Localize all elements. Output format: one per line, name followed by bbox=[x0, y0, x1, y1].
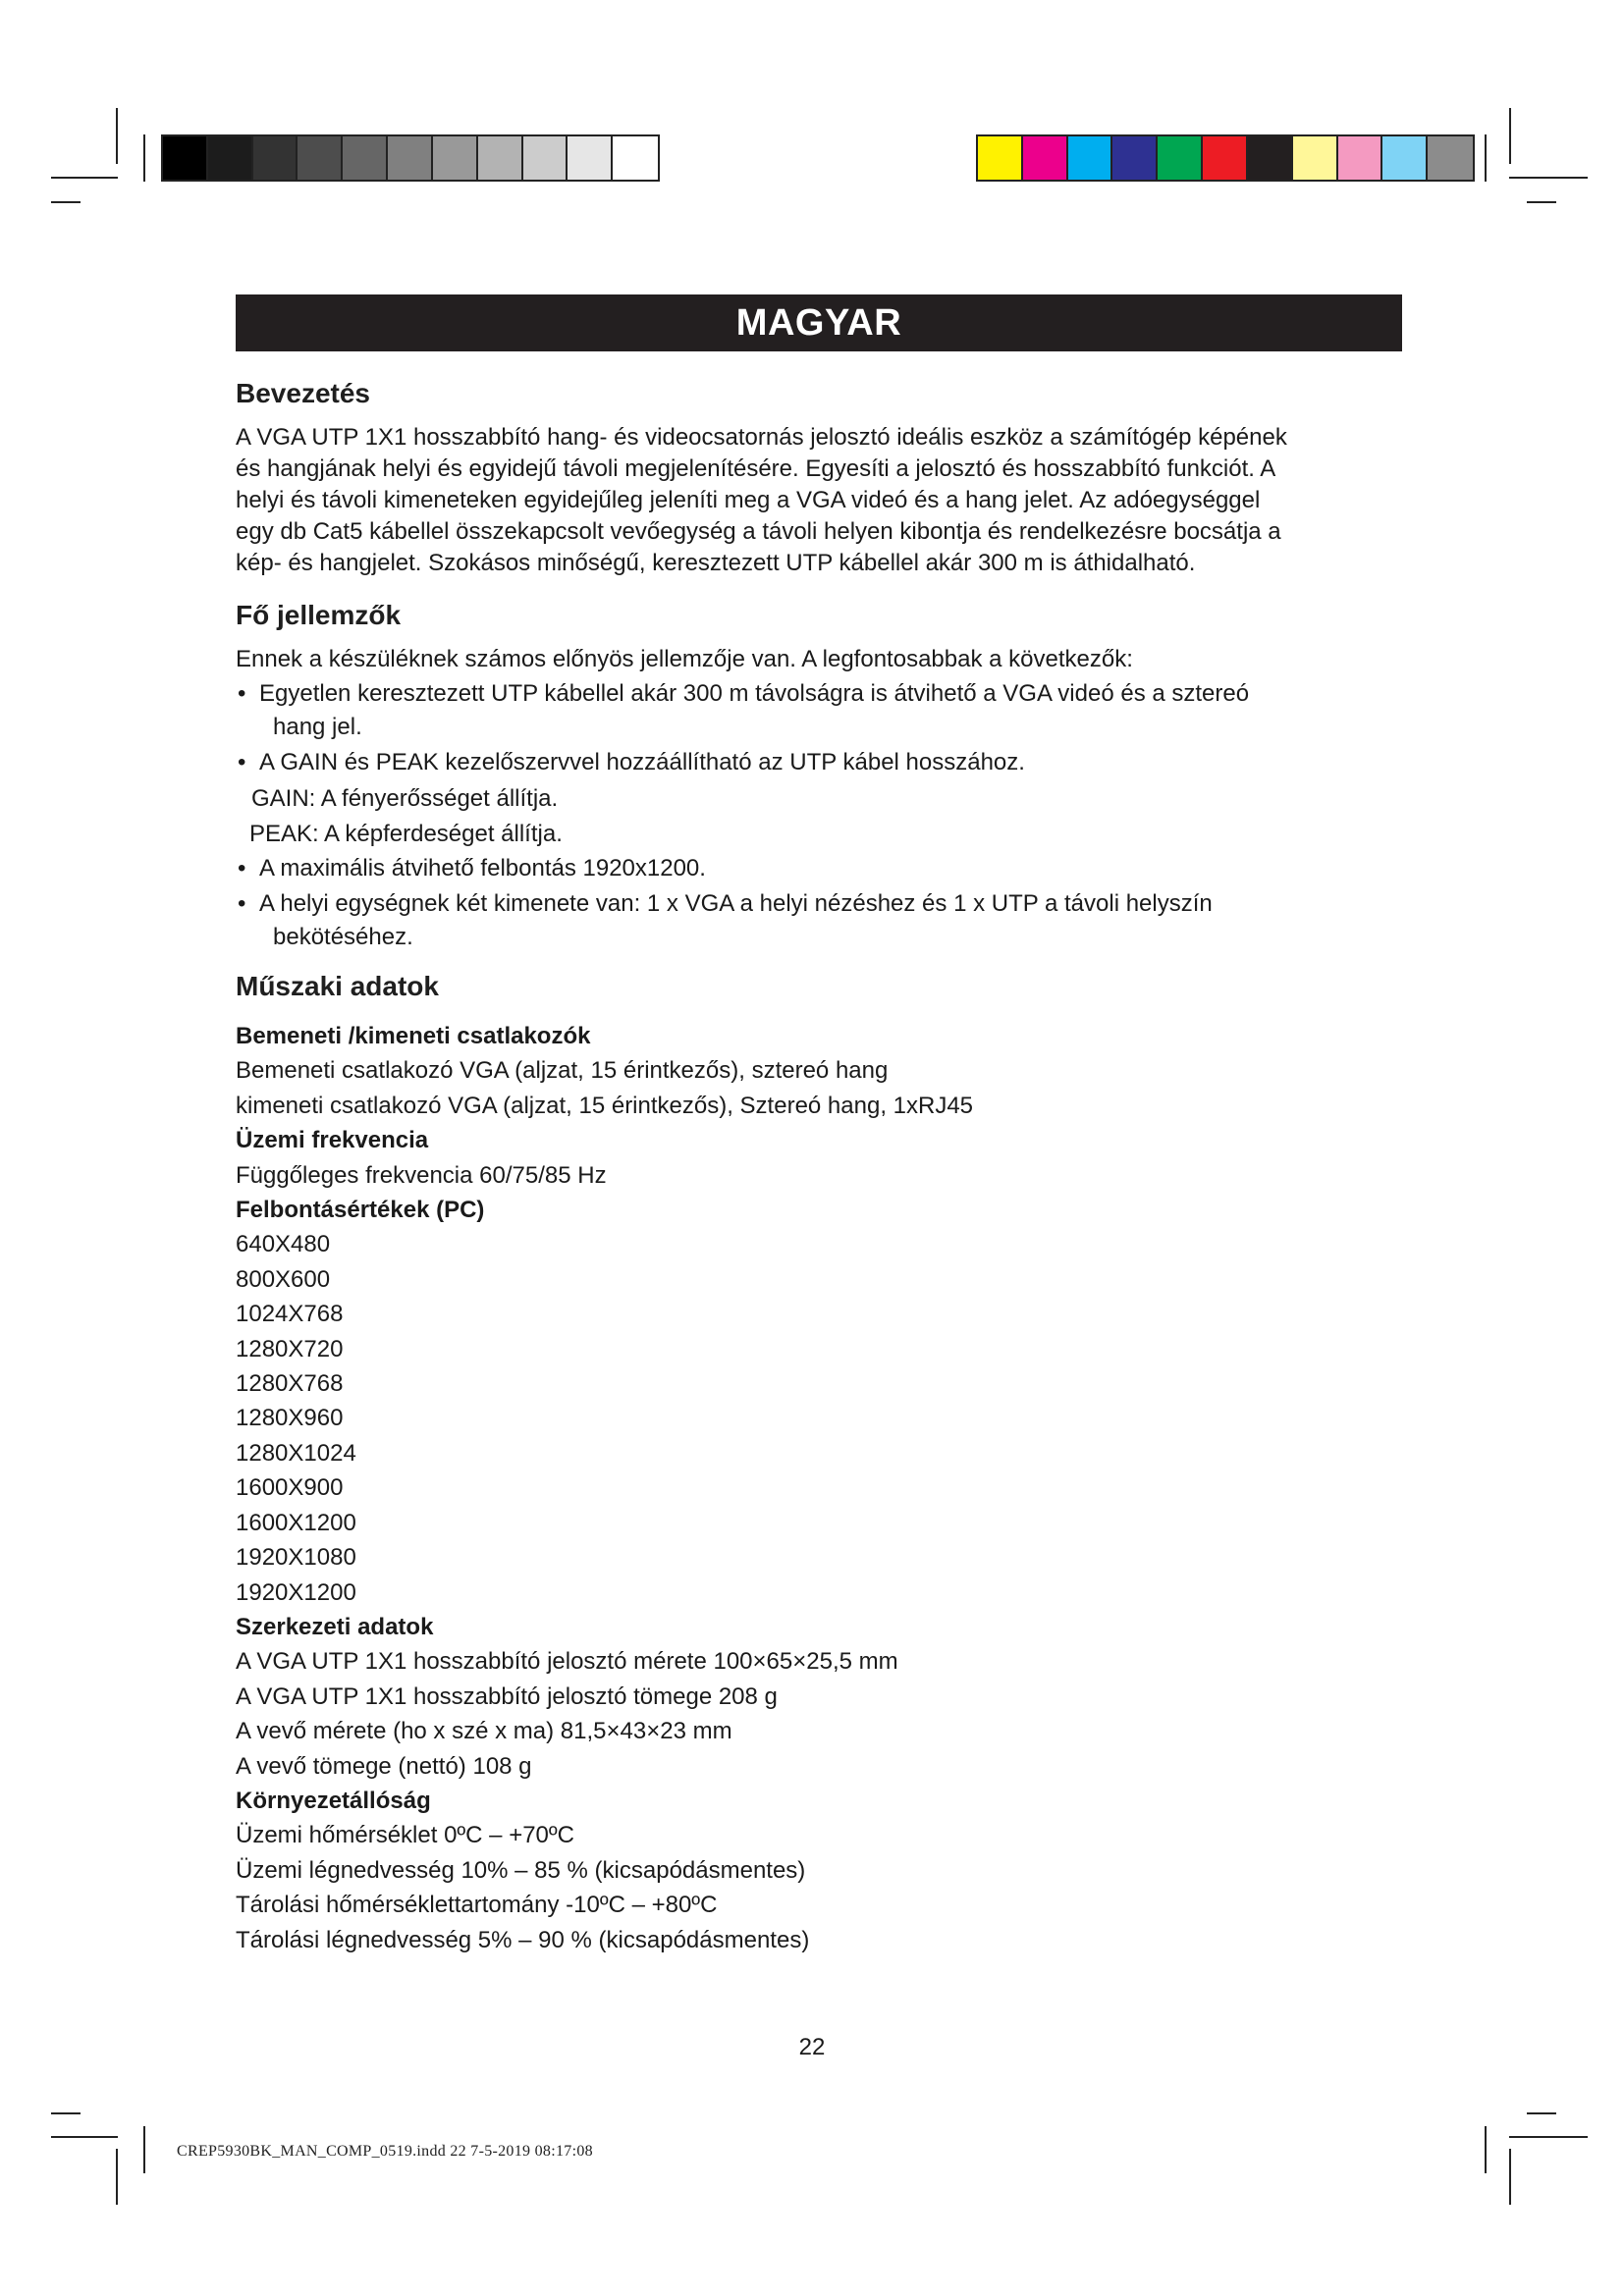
intro-line: és hangjának helyi és egyidejű távoli megjelenítésére. Egyesíti a jelosztó és hosszabbító funkciót. A bbox=[236, 455, 1276, 482]
color-swatch bbox=[343, 136, 388, 180]
bullet-icon: • bbox=[238, 890, 246, 917]
color-swatch bbox=[163, 136, 208, 180]
bullet-icon: • bbox=[238, 680, 246, 707]
intro-line: A VGA UTP 1X1 hosszabbító hang- és videocsatornás jelosztó ideális eszköz a számítógép képének bbox=[236, 424, 1287, 451]
crop-mark bbox=[116, 2149, 118, 2205]
feature-text: A helyi egységnek két kimenete van: 1 x VGA a helyi nézéshez és 1 x UTP a távoli helyszín bbox=[259, 890, 1213, 917]
crop-mark bbox=[51, 2112, 81, 2114]
color-swatch bbox=[1068, 136, 1113, 180]
color-swatch bbox=[478, 136, 523, 180]
resolution-item: 640X480 bbox=[236, 1231, 331, 1258]
grayscale-registration-bar bbox=[161, 134, 660, 182]
crop-mark bbox=[1509, 2136, 1588, 2138]
language-header: MAGYAR bbox=[236, 294, 1402, 351]
feature-text: A maximális átvihető felbontás 1920x1200. bbox=[259, 855, 706, 881]
color-swatch bbox=[433, 136, 478, 180]
io-title: Bemeneti /kimeneti csatlakozók bbox=[236, 1023, 591, 1049]
intro-paragraph bbox=[236, 422, 1414, 579]
feature-item bbox=[236, 887, 1414, 954]
color-swatch bbox=[1382, 136, 1428, 180]
spec-line: Üzemi légnedvesség 10% – 85 % (kicsapódásmentes) bbox=[236, 1856, 806, 1884]
color-swatch bbox=[1203, 136, 1248, 180]
resolution-item: 1280X720 bbox=[236, 1335, 344, 1362]
color-swatch bbox=[298, 136, 343, 180]
crop-mark bbox=[1485, 134, 1487, 182]
crop-mark bbox=[1509, 108, 1511, 164]
spec-line: A VGA UTP 1X1 hosszabbító jelosztó tömege 208 g bbox=[236, 1682, 778, 1710]
resolution-item: 800X600 bbox=[236, 1265, 331, 1293]
crop-mark bbox=[1509, 2149, 1511, 2205]
resolution-item: 1600X900 bbox=[236, 1474, 344, 1502]
crop-mark bbox=[143, 134, 145, 182]
feature-item bbox=[236, 852, 1414, 885]
feature-text: Egyetlen keresztezett UTP kábellel akár 300 m távolságra is átvihető a VGA videó és a sztereó bbox=[259, 680, 1250, 707]
crop-mark bbox=[51, 201, 81, 203]
freq-title: Üzemi frekvencia bbox=[236, 1127, 429, 1154]
color-swatch bbox=[1248, 136, 1293, 180]
page-number: 22 bbox=[798, 2034, 826, 2060]
resolution-item: 1920X1200 bbox=[236, 1578, 356, 1606]
features-intro: Ennek a készüléknek számos előnyös jellemzője van. A legfontosabbak a következők: bbox=[236, 646, 1133, 672]
crop-mark bbox=[1527, 201, 1556, 203]
spec-line: Bemeneti csatlakozó VGA (aljzat, 15 érintkezős), sztereó hang bbox=[236, 1057, 889, 1085]
features-list bbox=[236, 677, 1414, 956]
res-title: Felbontásértékek (PC) bbox=[236, 1197, 485, 1224]
color-swatch bbox=[1338, 136, 1383, 180]
spec-line: Üzemi hőmérséklet 0ºC – +70ºC bbox=[236, 1822, 574, 1849]
crop-mark bbox=[1527, 2112, 1556, 2114]
intro-line: helyi és távoli kimeneteken egyidejűleg jeleníti meg a VGA videó és a hang jelet. Az adóegységgel bbox=[236, 487, 1261, 513]
struct-title: Szerkezeti adatok bbox=[236, 1613, 434, 1640]
intro-line: kép- és hangjelet. Szokásos minőségű, keresztezett UTP kábellel akár 300 m is áthidalható. bbox=[236, 550, 1196, 576]
spec-line: A VGA UTP 1X1 hosszabbító jelosztó mérete 100×65×25,5 mm bbox=[236, 1648, 898, 1676]
color-swatch bbox=[1293, 136, 1338, 180]
feature-item bbox=[236, 746, 1414, 779]
feature-text: hang jel. bbox=[273, 714, 362, 740]
bullet-icon: • bbox=[238, 749, 246, 775]
feature-item bbox=[236, 677, 1414, 744]
spec-line: Tárolási hőmérséklettartomány -10ºC – +80ºC bbox=[236, 1892, 718, 1919]
color-swatch bbox=[568, 136, 613, 180]
peak-note: PEAK: A képferdeséget állítja. bbox=[249, 821, 563, 847]
color-swatch bbox=[978, 136, 1023, 180]
gain-note: GAIN: A fényerősséget állítja. bbox=[251, 785, 559, 812]
intro-line: egy db Cat5 kábellel összekapcsolt vevőegység a távoli helyen kibontja és rendelkezésre bocsátja a bbox=[236, 518, 1281, 545]
color-swatch bbox=[1428, 136, 1473, 180]
crop-mark bbox=[1485, 2126, 1487, 2173]
crop-mark bbox=[143, 2126, 145, 2173]
resolution-item: 1280X1024 bbox=[236, 1439, 356, 1467]
feature-text: bekötéséhez. bbox=[273, 924, 413, 950]
intro-heading: Bevezetés bbox=[236, 378, 370, 408]
features-heading: Fő jellemzők bbox=[236, 600, 402, 630]
crop-mark bbox=[116, 108, 118, 164]
specs-body bbox=[236, 1019, 1414, 1957]
resolution-item: 1600X1200 bbox=[236, 1509, 356, 1536]
spec-line: A vevő mérete (ho x szé x ma) 81,5×43×23 mm bbox=[236, 1718, 732, 1745]
color-swatch bbox=[613, 136, 658, 180]
bullet-icon: • bbox=[238, 855, 246, 881]
color-swatch bbox=[388, 136, 433, 180]
crop-mark bbox=[51, 177, 118, 179]
spec-line: Tárolási légnedvesség 5% – 90 % (kicsapódásmentes) bbox=[236, 1926, 810, 1953]
env-title: Környezetállóság bbox=[236, 1787, 431, 1814]
resolution-item: 1024X768 bbox=[236, 1301, 344, 1328]
print-slug: CREP5930BK_MAN_COMP_0519.indd 22 7-5-2019 08:17:08 bbox=[177, 2143, 593, 2160]
color-swatch bbox=[523, 136, 568, 180]
color-swatch bbox=[253, 136, 298, 180]
color-swatch bbox=[208, 136, 253, 180]
feature-text: A GAIN és PEAK kezelőszervvel hozzáállítható az UTP kábel hosszához. bbox=[259, 749, 1025, 775]
crop-mark bbox=[1509, 177, 1588, 179]
color-swatch bbox=[1023, 136, 1068, 180]
spec-line: kimeneti csatlakozó VGA (aljzat, 15 érintkezős), Sztereó hang, 1xRJ45 bbox=[236, 1092, 974, 1119]
color-swatch bbox=[1112, 136, 1158, 180]
color-swatch bbox=[1158, 136, 1203, 180]
resolution-item: 1280X960 bbox=[236, 1405, 344, 1432]
spec-line: A vevő tömege (nettó) 108 g bbox=[236, 1752, 532, 1780]
color-registration-bar bbox=[976, 134, 1475, 182]
specs-heading: Műszaki adatok bbox=[236, 971, 439, 1001]
spec-line: Függőleges frekvencia 60/75/85 Hz bbox=[236, 1161, 607, 1189]
crop-mark bbox=[51, 2136, 118, 2138]
resolution-item: 1280X768 bbox=[236, 1370, 344, 1398]
resolution-item: 1920X1080 bbox=[236, 1544, 356, 1572]
